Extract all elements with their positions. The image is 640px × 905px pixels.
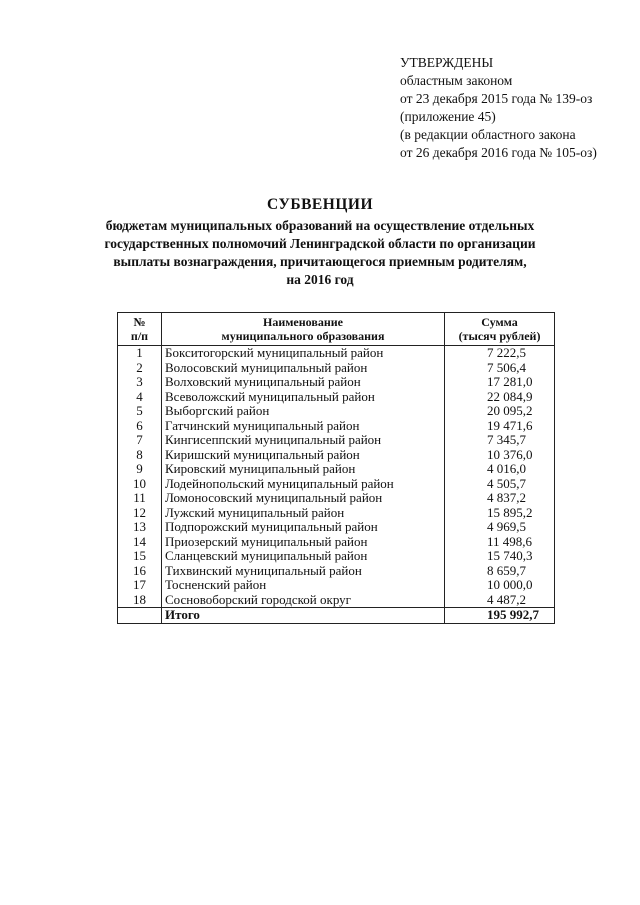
- table-row: [118, 578, 555, 593]
- header-name-line2: муниципального образования: [221, 329, 385, 343]
- table-row: [118, 520, 555, 535]
- title-line: бюджетам муниципальных образований на осуществление отдельных: [105, 218, 535, 233]
- row-name: Тихвинский муниципальный район: [162, 564, 445, 579]
- table-row: [118, 404, 555, 419]
- approval-line: (в редакции областного закона: [400, 127, 576, 142]
- row-name: Сланцевский муниципальный район: [162, 549, 445, 564]
- row-sum: 15 895,2: [445, 506, 555, 521]
- row-name: Выборгский район: [162, 404, 445, 419]
- row-sum: 4 837,2: [445, 491, 555, 506]
- row-sum: 8 659,7: [445, 564, 555, 579]
- table-row: [118, 593, 555, 608]
- row-sum: 7 345,7: [445, 433, 555, 448]
- approval-stamp: [400, 54, 597, 162]
- header-sum-line2: (тысяч рублей): [458, 329, 541, 343]
- row-number: 9: [118, 462, 162, 477]
- row-name: Подпорожский муниципальный район: [162, 520, 445, 535]
- row-sum: 11 498,6: [445, 535, 555, 550]
- header-number: [118, 313, 162, 346]
- row-name: Волосовский муниципальный район: [162, 361, 445, 376]
- total-sum: 195 992,7: [445, 608, 555, 624]
- approval-line: (приложение 45): [400, 109, 496, 124]
- row-number: 7: [118, 433, 162, 448]
- row-number: 3: [118, 375, 162, 390]
- table-row: [118, 419, 555, 434]
- title-line: выплаты вознаграждения, причитающегося приемным родителям,: [113, 254, 527, 269]
- table-row: [118, 506, 555, 521]
- header-sum-line1: Сумма: [481, 315, 518, 329]
- row-name: Ломоносовский муниципальный район: [162, 491, 445, 506]
- row-number: 17: [118, 578, 162, 593]
- row-name: Лужский муниципальный район: [162, 506, 445, 521]
- header-number-line2: п/п: [130, 329, 149, 343]
- row-number: 1: [118, 346, 162, 361]
- header-sum: [445, 313, 555, 346]
- row-name: Всеволожский муниципальный район: [162, 390, 445, 405]
- row-number: 6: [118, 419, 162, 434]
- row-sum: 17 281,0: [445, 375, 555, 390]
- row-name: Тосненский район: [162, 578, 445, 593]
- table-header: [118, 313, 555, 346]
- title-line: государственных полномочий Ленинградской области по организации: [104, 236, 536, 251]
- row-sum: 4 969,5: [445, 520, 555, 535]
- row-number: 8: [118, 448, 162, 463]
- row-sum: 10 000,0: [445, 578, 555, 593]
- table-row: [118, 448, 555, 463]
- document-title: [60, 196, 580, 289]
- row-name: Лодейнопольский муниципальный район: [162, 477, 445, 492]
- row-sum: 4 016,0: [445, 462, 555, 477]
- row-number: 5: [118, 404, 162, 419]
- row-name: Приозерский муниципальный район: [162, 535, 445, 550]
- approval-line: УТВЕРЖДЕНЫ: [400, 55, 494, 70]
- row-number: 14: [118, 535, 162, 550]
- approval-line: от 26 декабря 2016 года № 105-оз): [400, 145, 597, 160]
- row-sum: 20 095,2: [445, 404, 555, 419]
- approval-line: от 23 декабря 2015 года № 139-оз: [400, 91, 593, 106]
- total-label: Итого: [162, 608, 445, 624]
- header-number-line1: №: [133, 315, 146, 329]
- row-name: Гатчинский муниципальный район: [162, 419, 445, 434]
- row-sum: 4 505,7: [445, 477, 555, 492]
- row-sum: 15 740,3: [445, 549, 555, 564]
- row-sum: 7 222,5: [445, 346, 555, 361]
- subventions-table: [117, 312, 555, 624]
- row-name: Волховский муниципальный район: [162, 375, 445, 390]
- row-number: 10: [118, 477, 162, 492]
- header-name-line1: Наименование: [263, 315, 343, 329]
- row-sum: 10 376,0: [445, 448, 555, 463]
- row-name: Кингисеппский муниципальный район: [162, 433, 445, 448]
- row-number: 2: [118, 361, 162, 376]
- row-name: Киришский муниципальный район: [162, 448, 445, 463]
- table-body: [118, 346, 555, 608]
- row-sum: 22 084,9: [445, 390, 555, 405]
- row-sum: 19 471,6: [445, 419, 555, 434]
- row-number: 12: [118, 506, 162, 521]
- table-row: [118, 564, 555, 579]
- table-row: [118, 346, 555, 361]
- table-row: [118, 361, 555, 376]
- row-number: 4: [118, 390, 162, 405]
- table-row: [118, 433, 555, 448]
- row-sum: 7 506,4: [445, 361, 555, 376]
- title-line: на 2016 год: [286, 272, 354, 287]
- table-row: [118, 491, 555, 506]
- approval-line: областным законом: [400, 73, 513, 88]
- table-total-row: [118, 608, 555, 624]
- table-row: [118, 390, 555, 405]
- total-number-cell: [118, 608, 162, 624]
- table-row: [118, 375, 555, 390]
- row-name: Сосновоборский городской округ: [162, 593, 445, 608]
- title-main: СУБВЕНЦИИ: [266, 196, 373, 213]
- table-row: [118, 549, 555, 564]
- row-number: 15: [118, 549, 162, 564]
- row-name: Кировский муниципальный район: [162, 462, 445, 477]
- table-row: [118, 462, 555, 477]
- row-number: 13: [118, 520, 162, 535]
- row-name: Бокситогорский муниципальный район: [162, 346, 445, 361]
- table-row: [118, 535, 555, 550]
- row-number: 18: [118, 593, 162, 608]
- header-name: [162, 313, 445, 346]
- table-row: [118, 477, 555, 492]
- row-number: 16: [118, 564, 162, 579]
- row-number: 11: [118, 491, 162, 506]
- row-sum: 4 487,2: [445, 593, 555, 608]
